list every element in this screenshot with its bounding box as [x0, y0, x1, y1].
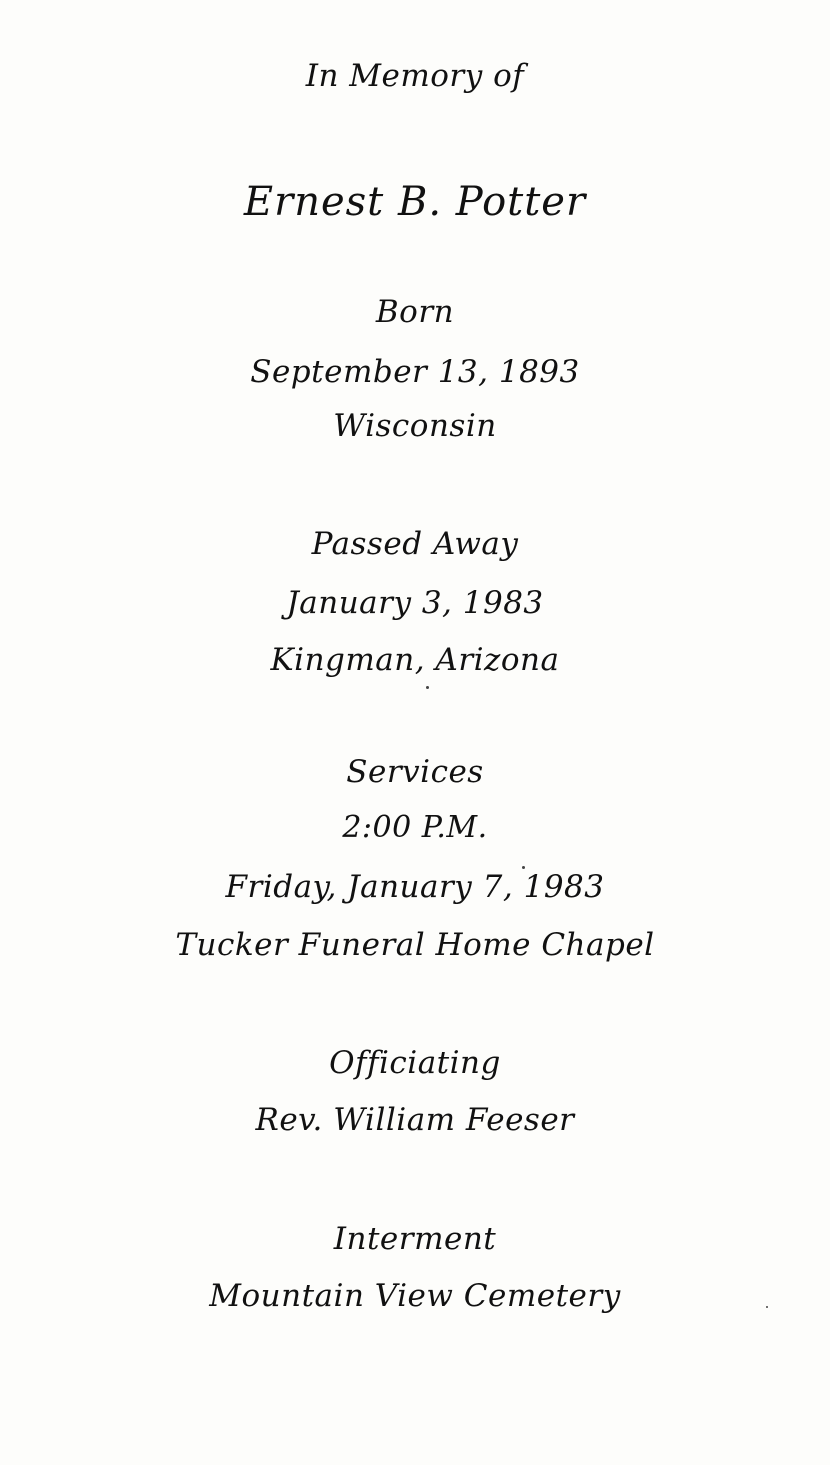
birth-place: Wisconsin [333, 408, 497, 444]
birth-date: September 13, 1893 [250, 354, 580, 390]
service-date: Friday, January 7, 1983 [225, 869, 605, 905]
interment-location: Mountain View Cemetery [209, 1278, 621, 1314]
service-location: Tucker Funeral Home Chapel [175, 927, 655, 963]
service-time: 2:00 P.M. [342, 810, 488, 845]
born-heading: Born [375, 294, 455, 330]
officiating-heading: Officiating [329, 1045, 501, 1081]
officiant-name: Rev. William Feeser [255, 1102, 575, 1138]
ink-speck [766, 1306, 768, 1308]
card-title: In Memory of [305, 58, 525, 94]
death-place: Kingman, Arizona [270, 642, 560, 678]
interment-heading: Interment [333, 1221, 497, 1257]
death-date: January 3, 1983 [286, 585, 544, 621]
ink-speck [522, 866, 525, 869]
deceased-name: Ernest B. Potter [243, 179, 587, 225]
ink-speck [426, 686, 429, 689]
passed-away-heading: Passed Away [311, 526, 519, 562]
services-heading: Services [346, 754, 484, 790]
